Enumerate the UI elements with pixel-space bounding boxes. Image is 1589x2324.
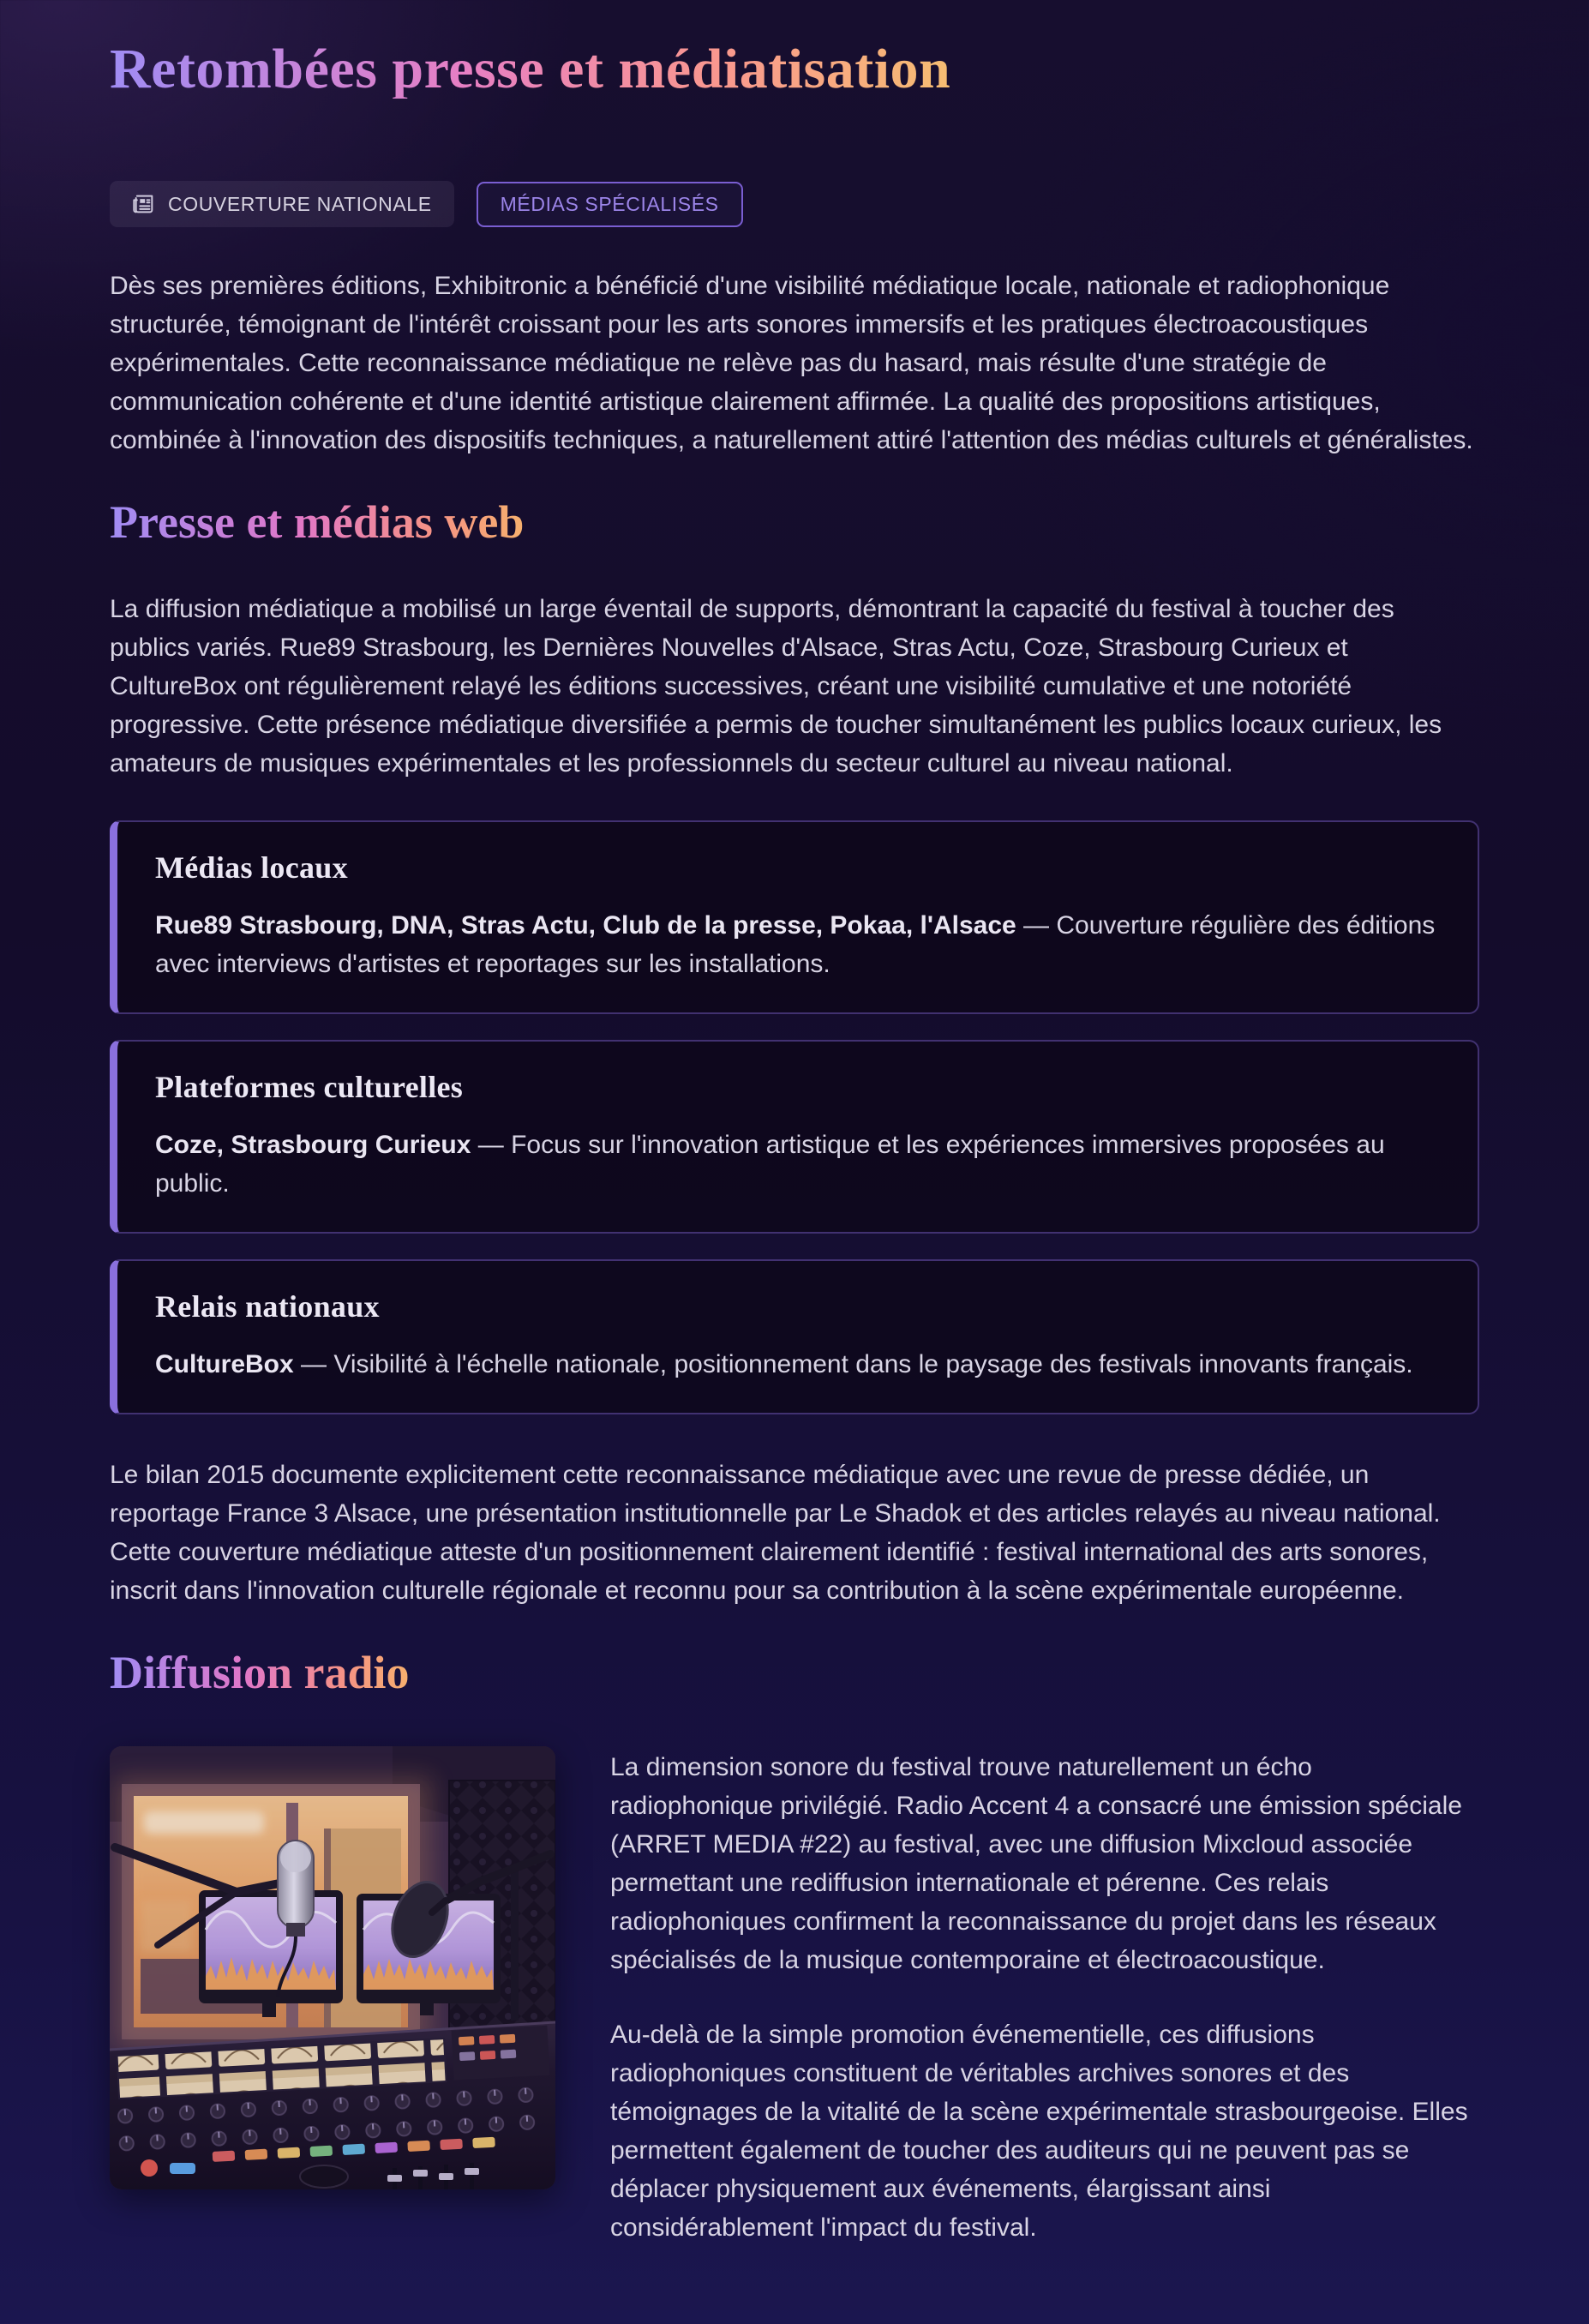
- section-heading-presse: Presse et médias web: [110, 496, 525, 549]
- page-title: Retombées presse et médiatisation: [110, 38, 951, 100]
- press-report-page: [110, 39, 1479, 2247]
- badge-couverture-nationale[interactable]: [110, 181, 454, 227]
- radio-paragraph-1: La dimension sonore du festival trouve naturellement un écho radiophonique privilégié. Radio Accent 4 a consacré une émission spéciale (ARRET MEDIA #22) au festival, avec une diffusion Mixcloud associée permettant une rediffusion internationale et pérenne. Ces relais radiophoniques confirment la reconnaissance du projet dans les réseaux spécialisés de la musique contemporaine et électroacoustique.: [610, 1753, 1462, 1975]
- press-closing-paragraph: Le bilan 2015 documente explicitement cette reconnaissance médiatique avec une revue de presse dédiée, un reportage France 3 Alsace, une présentation institutionnelle par Le Shadok et des articles relayés au niveau national. Cette couverture médiatique atteste d'un positionnement clairement identifié : festival international des arts sonores, inscrit dans l'innovation culturelle régionale et reconnu pour sa contribution à la scène expérimentale européenne.: [110, 1460, 1441, 1605]
- card-lead: CultureBox: [155, 1349, 294, 1378]
- radio-paragraph-2: Au-delà de la simple promotion événementielle, ces diffusions radiophoniques constituent de véritables archives sonores et des témoignages de la vitalité de la scène expérimentale strasbourgeoise. Elles permettent également de toucher des auditeurs qui ne peuvent pas se déplacer physiquement aux événements, élargissant ainsi considérablement l'impact du festival.: [610, 2021, 1468, 2243]
- section-diffusion-radio: [110, 1648, 1479, 2247]
- card-description: — Couverture régulière des éditions avec interviews d'artistes et reportages sur les installations.: [155, 910, 1436, 978]
- badge-label: MÉDIAS SPÉCIALISÉS: [500, 192, 719, 215]
- newspaper-icon: [132, 192, 156, 216]
- card-description: — Visibilité à l'échelle nationale, positionnement dans le paysage des festivals innovants français.: [301, 1349, 1413, 1378]
- badge-row: [110, 181, 1479, 227]
- press-paragraph: La diffusion médiatique a mobilisé un large éventail de supports, démontrant la capacité du festival à toucher des publics variés. Rue89 Strasbourg, les Dernières Nouvelles d'Alsace, Stras Actu, Coze, Strasbourg Curieux et CultureBox ont régulièrement relayé les éditions successives, créant une visibilité cumulative et une notoriété progressive. Cette présence médiatique diversifiée a permis de toucher simultanément les publics locaux curieux, les amateurs de musiques expérimentales et les professionnels du secteur culturel au niveau national.: [110, 594, 1442, 778]
- radio-text-column: [610, 1746, 1479, 2247]
- radio-content: [110, 1746, 1479, 2247]
- section-presse-et-medias-web: [110, 497, 1479, 1609]
- card-plateformes-culturelles: [110, 1040, 1479, 1234]
- card-lead: Rue89 Strasbourg, DNA, Stras Actu, Club de la presse, Pokaa, l'Alsace: [155, 910, 1016, 940]
- card-description: — Focus sur l'innovation artistique et les expériences immersives proposées au public.: [155, 1130, 1385, 1198]
- radio-studio-photo: [110, 1746, 555, 2189]
- card-title: Plateformes culturelles: [155, 1069, 464, 1104]
- card-text: [155, 1345, 1440, 1384]
- section-heading-radio: Diffusion radio: [110, 1646, 410, 1698]
- card-relais-nationaux: [110, 1259, 1479, 1414]
- card-title: Médias locaux: [155, 850, 348, 885]
- badge-medias-specialises[interactable]: [477, 182, 743, 227]
- intro-paragraph: Dès ses premières éditions, Exhibitronic a bénéficié d'une visibilité médiatique locale, nationale et radiophonique structurée, témoignant de l'intérêt croissant pour les arts sonores immersifs et les pratiques électroacoustiques expérimentales. Cette reconnaissance médiatique ne relève pas du hasard, mais résulte d'une stratégie de communication cohérente et d'une identité artistique clairement affirmée. La qualité des propositions artistiques, combinée à l'innovation des dispositifs techniques, a naturellement attiré l'attention des médias culturels et généralistes.: [110, 272, 1473, 455]
- media-cards: [110, 820, 1479, 1414]
- card-lead: Coze, Strasbourg Curieux: [155, 1130, 471, 1159]
- card-text: [155, 906, 1440, 983]
- badge-label: COUVERTURE NATIONALE: [168, 192, 432, 215]
- card-text: [155, 1126, 1440, 1203]
- card-medias-locaux: [110, 820, 1479, 1014]
- card-title: Relais nationaux: [155, 1288, 380, 1324]
- radio-studio-illustration: [110, 1746, 555, 2189]
